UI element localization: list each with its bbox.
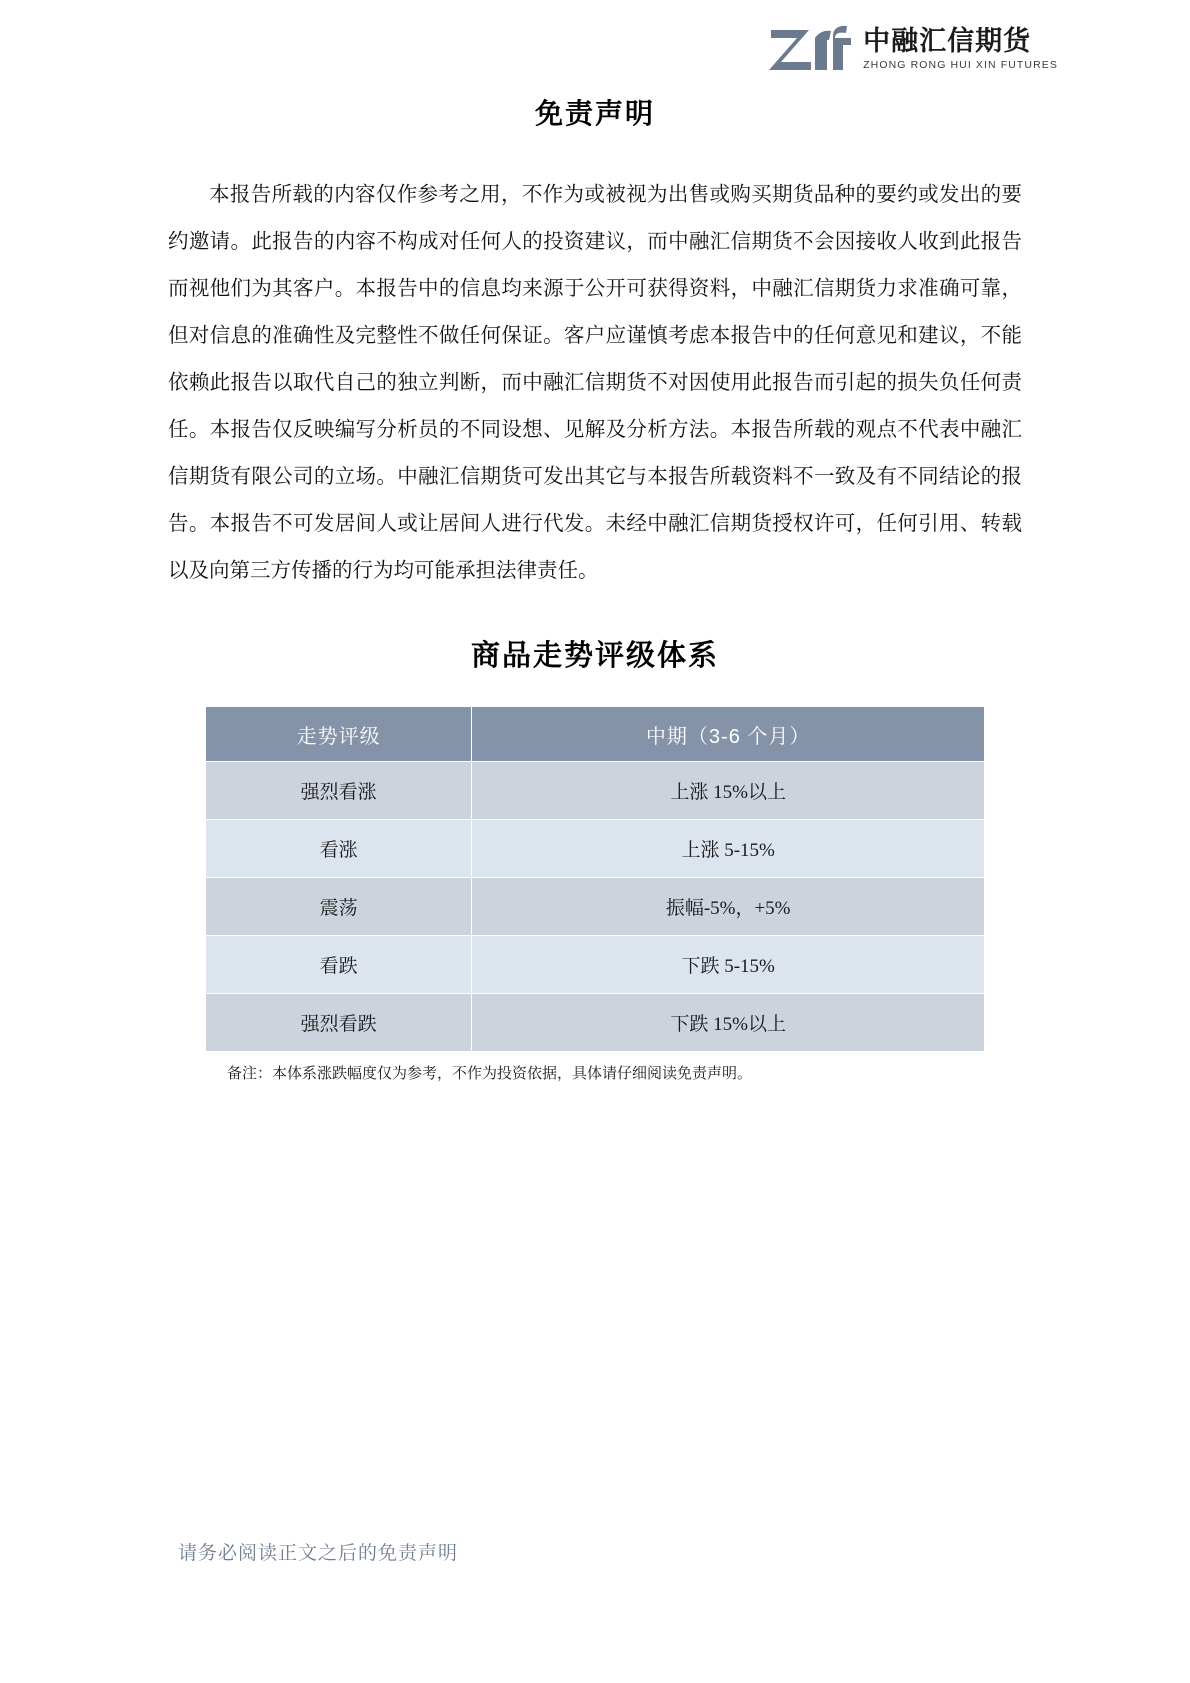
cell-range: 振幅-5%，+5% bbox=[472, 878, 985, 936]
table-row bbox=[206, 936, 985, 994]
column-header-rating: 走势评级 bbox=[206, 707, 472, 762]
cell-rating: 看涨 bbox=[206, 820, 472, 878]
cell-rating: 看跌 bbox=[206, 936, 472, 994]
cell-rating: 强烈看跌 bbox=[206, 994, 472, 1052]
logo-company-en: ZHONG RONG HUI XIN FUTURES bbox=[863, 58, 1058, 71]
logo-text bbox=[863, 25, 1058, 71]
table-header-row bbox=[206, 707, 985, 762]
cell-range: 上涨 15%以上 bbox=[472, 762, 985, 820]
cell-range: 下跌 5-15% bbox=[472, 936, 985, 994]
cell-range: 上涨 5-15% bbox=[472, 820, 985, 878]
page-footer: 请务必阅读正文之后的免责声明 bbox=[178, 1543, 459, 1564]
logo-company-cn: 中融汇信期货 bbox=[863, 25, 1032, 56]
rating-section-title: 商品走势评级体系 bbox=[470, 640, 719, 672]
rating-table bbox=[205, 706, 985, 1052]
zrf-logo-icon bbox=[769, 26, 853, 72]
cell-rating: 强烈看涨 bbox=[206, 762, 472, 820]
table-row bbox=[206, 878, 985, 936]
cell-range: 下跌 15%以上 bbox=[472, 994, 985, 1052]
page-title: 免责声明 bbox=[534, 98, 655, 129]
table-row bbox=[206, 994, 985, 1052]
cell-rating: 震荡 bbox=[206, 878, 472, 936]
company-logo bbox=[769, 26, 1058, 72]
disclaimer-text: 本报告所载的内容仅作参考之用，不作为或被视为出售或购买期货品种的要约或发出的要约邀请。此报告的内容不构成对任何人的投资建议，而中融汇信期货不会因接收人收到此报告而视他们为其客户。本报告中的信息均来源于公开可获得资料，中融汇信期货力求准确可靠，但对信息的准确性及完整性不做任何保证。客户应谨慎考虑本报告中的任何意见和建议，不能依赖此报告以取代自己的独立判断，而中融汇信期货不对因使用此报告而引起的损失负任何责任。本报告仅反映编写分析员的不同设想、见解及分析方法。本报告所载的观点不代表中融汇信期货有限公司的立场。中融汇信期货可发出其它与本报告所载资料不一致及有不同结论的报告。本报告不可发居间人或让居间人进行代发。未经中融汇信期货授权许可，任何引用、转载以及向第三方传播的行为均可能承担法律责任。 bbox=[168, 184, 1022, 582]
table-row bbox=[206, 762, 985, 820]
table-row bbox=[206, 820, 985, 878]
column-header-range: 中期（3-6 个月） bbox=[472, 707, 985, 762]
table-note: 备注：本体系涨跌幅度仅为参考，不作为投资依据，具体请仔细阅读免责声明。 bbox=[227, 1065, 753, 1082]
